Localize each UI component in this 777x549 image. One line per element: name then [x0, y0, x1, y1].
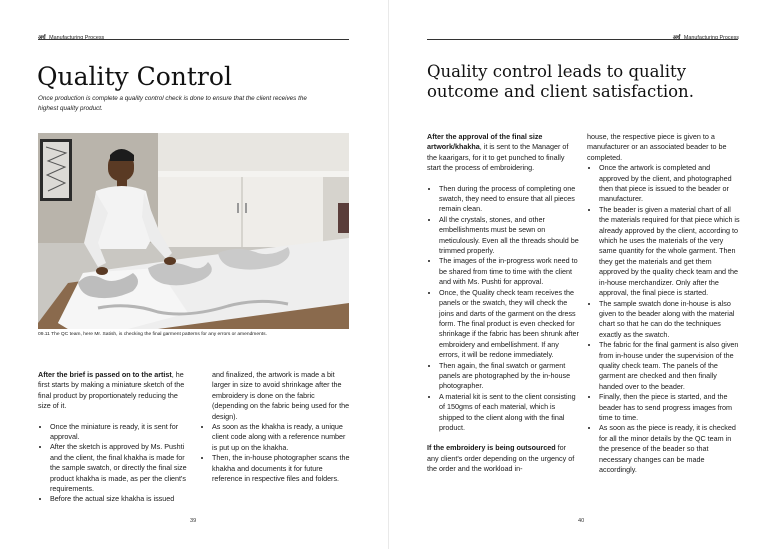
list-item: • As soon as the piece is ready, it is checked for all the minor details by the QC team in the presence of the beader so that necessary changes can be made accordingly.	[599, 423, 740, 475]
list-item: • The sample swatch done in-house is also given to the beader along with the material chart so that he can do the techniques exactly as the swatch.	[599, 299, 740, 341]
lead-paragraph	[38, 370, 190, 412]
tail-text: for any client's order depending on the urgency of the order and the workload in-	[427, 443, 575, 474]
brand-logo: अर्थ	[672, 35, 681, 41]
left-page	[0, 0, 388, 549]
list-item: • Before the actual size khakha is issued	[50, 494, 190, 504]
bullet-list	[38, 422, 190, 505]
list-item: • Then, the in-house photographer scans the khakha and documents it for future reference in respective files and folders.	[212, 453, 350, 484]
list-item: • As soon as the khakha is ready, a unique client code along with a reference number is put up on the khakha.	[212, 422, 350, 453]
list-item: • Once the artwork is completed and approved by the client, and photographed then that piece is issued to the beader or manufacturer.	[599, 163, 740, 205]
lead-text: , he first starts by making a miniature sketch of the final product by proportionately reducing the size of it.	[38, 370, 185, 411]
page-number: 39	[190, 518, 197, 524]
list-item: • Then again, the final swatch or garment panels are photographed by the in-house photographer.	[439, 361, 579, 392]
lead-bold: After the brief is passed on to the artist	[38, 370, 172, 379]
header-rule	[427, 39, 738, 40]
right-column-2	[587, 132, 740, 475]
list-item: • The images of the in-progress work need to be shared from time to time with the client and with Ms. Pushti for approval.	[439, 256, 579, 287]
list-item-continued: and finalized, the artwork is made a bit larger in size to avoid shrinkage after the embroidery is done on the fabric (depending on the fabric being used for the design).	[212, 370, 350, 421]
right-page	[389, 0, 777, 549]
photo-caption: 09.11 The QC team, here Mr. Satish, is checking the final garment patterns for any errors or amendments.	[38, 332, 267, 337]
running-head-label: Manufacturing Process	[683, 35, 739, 41]
list-item: • All the crystals, stones, and other embellishments must be sewn on meticulously. Even all the threads should be trimmed properly.	[439, 215, 579, 257]
list-item: • A material kit is sent to the client consisting of 150gms of each material, which is shipped to the client along with the final product.	[439, 392, 579, 434]
list-item: • The fabric for the final garment is also given from in-house under the supervision of the quality check team. The panels of the garment are checked and then finally handed over to the beader.	[599, 340, 740, 392]
bullet-list	[587, 163, 740, 475]
page-title: Quality Control	[37, 62, 232, 91]
brand-logo: अर्थ	[38, 35, 46, 41]
list-item: • The beader is given a material chart of all the materials required for that piece which is already approved by the client, according to which he uses the materials of the very same quantity for the whole garment. Then they get the materials and get them approved by the quality check team and the in-house merchandizer. Only after the approval, the final piece is started.	[599, 205, 740, 299]
list-item: • Finally, then the piece is started, and the beader has to send progress images from time to time.	[599, 392, 740, 423]
list-item: • After the sketch is approved by Ms. Pushti and the client, the final khakha is made for the sample swatch, or directly the final size product khakha is made, as per the client's requirements.	[50, 442, 190, 494]
lead-paragraph	[427, 132, 579, 174]
lead-text: , it is sent to the Manager of the kaarigars, for it to get punched to finally start the process of embroidering.	[427, 142, 569, 173]
tail-bold: If the embroidery is being outsourced	[427, 443, 556, 453]
bullet-list	[200, 370, 350, 484]
header-rule	[38, 39, 349, 40]
tail-paragraph	[427, 443, 579, 474]
left-column-1	[38, 370, 190, 505]
intro-text: Once production is complete a quality control check is done to ensure that the client receives the highest quality product.	[38, 95, 307, 112]
left-column-2	[200, 370, 350, 484]
list-item: • Then during the process of completing one swatch, they need to ensure that all pieces remain clean.	[439, 184, 579, 215]
list-item: • Once the miniature is ready, it is sent for approval.	[50, 422, 190, 443]
continued-paragraph: house, the respective piece is given to a manufacturer or an associated beader to be completed.	[587, 132, 727, 162]
page-title: Quality control leads to quality outcome and client satisfaction.	[427, 62, 694, 101]
lead-bold: After the approval of the final size artwork/khakha	[427, 132, 543, 152]
bullet-list	[427, 184, 579, 434]
page-number: 40	[578, 518, 585, 524]
qc-photo	[38, 133, 349, 329]
list-item: • Once, the Quality check team receives the panels or the swatch, they will check the joins and darts of the garment on the dress form. The final product is even checked for shrinkage if the fabric has been shrunk after embroidery and embellishment. If any errors, it will be redone immediately.	[439, 288, 579, 361]
running-head-label: Manufacturing Process	[49, 35, 105, 41]
right-column-1	[427, 132, 579, 475]
